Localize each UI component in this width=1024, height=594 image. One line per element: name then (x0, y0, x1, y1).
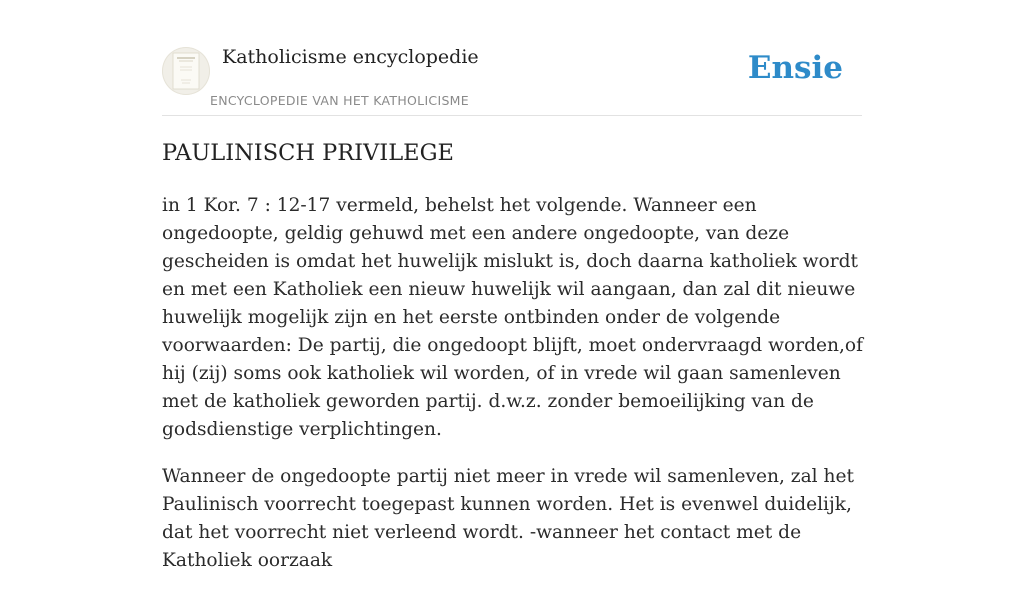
site-header (162, 40, 862, 116)
site-title[interactable]: Katholicisme encyclopedie (222, 46, 479, 68)
article-paragraph: Wanneer de ongedoopte partij niet meer in vrede wil samenleven, zal het Paulinisch voorrecht toegepast kunnen worden. Het is evenwel duidelijk, dat het voorrecht niet verleend wordt. -wanneer het contact met de Katholiek oorzaak (162, 466, 854, 571)
article-paragraph: in 1 Kor. 7 : 12-17 vermeld, behelst het volgende. Wanneer een ongedoopte, geldig gehuwd met een andere ongedoopte, van deze gescheiden is omdat het huwelijk mislukt is, doch daarna katholiek wordt en met een Katholiek een nieuw huwelijk wil aangaan, dan zal dit nieuwe huwelijk mogelijk zijn en het eerste ontbinden onder de volgende voorwaarden: De partij, die ongedoopt blijft, moet ondervraagd worden,of hij (zij) soms ook katholiek wil worden, of in vrede wil gaan samenleven met de katholiek geworden partij. d.w.z. zonder bemoeilijking van de godsdienstige verplichtingen. (162, 195, 863, 440)
article-title: PAULINISCH PRIVILEGE (162, 140, 454, 166)
article-body (162, 192, 874, 594)
encyclopedia-logo-icon[interactable] (162, 47, 210, 95)
ensie-brand-logo[interactable]: Ensie (747, 50, 843, 86)
site-subtitle: ENCYCLOPEDIE VAN HET KATHOLICISME (210, 93, 469, 108)
